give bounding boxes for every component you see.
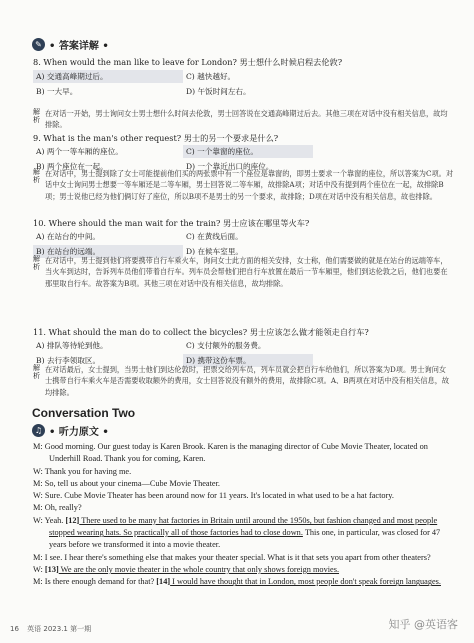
option-c: C) 支付额外的服务费。 bbox=[186, 341, 266, 350]
answer-section-header bbox=[32, 37, 109, 52]
transcript-text: Is there enough demand for that? bbox=[44, 577, 157, 587]
option-c: C) 一个靠窗的座位。 bbox=[183, 145, 313, 158]
transcript-section-header bbox=[32, 423, 109, 438]
question-10: 10. Where should the man wait for the train? 男士应该在哪里等火车? bbox=[33, 218, 310, 228]
page-number: 16 bbox=[10, 625, 19, 633]
option-c: C) 在黄线后面。 bbox=[186, 232, 243, 241]
question-marker: [14] bbox=[156, 577, 171, 587]
option-a: A) 交通高峰期过后。 bbox=[33, 70, 183, 83]
headphones-icon: ♫ bbox=[32, 424, 45, 437]
speaker-label: W: bbox=[33, 564, 45, 574]
section-title: • 答案详解 • bbox=[49, 41, 109, 52]
transcript-line bbox=[33, 576, 449, 588]
transcript-text: Yeah. bbox=[44, 515, 66, 525]
transcript-line bbox=[33, 441, 449, 466]
explanation-text: 在对话中，男士提到除了女士可能提前他们买的两张票中有一个座位是靠窗的，即男士要求一个靠窗的座位，所以答案为C项。对话中女士询问男士想要一等车厢还是二等车厢，男士回答说二等车厢，故排除A项；对话中没有提到两个座位在一起，故排除B项；男士说他已经为他们俩订好了座位，所以B项不是男士的另一个要求，故排除；D项在对话中没有相关信息，故也排除。 bbox=[45, 169, 454, 201]
conversation-title: Conversation Two bbox=[32, 406, 136, 420]
explanation-label: 解析 bbox=[33, 364, 40, 380]
explanation-text: 在对话中，男士提到他们将要携带自行车乘火车，询问女士此方面的相关安排，女士称，他们需要做的就是在站台的远端等车，当火车到达时，告诉列车员他们带着自行车。列车员会帮他们把自行车放置在最后一节车厢里，他们到达伦敦之后，他们也要在那里取自行车。故答案为B项。其他三项在对话中没有相关信息，故均排除。 bbox=[45, 256, 448, 288]
transcript bbox=[33, 441, 449, 589]
explanation-text: 在对话一开始，男士询问女士男士想什么时间去伦敦，男士回答说在交通高峰期过后去。其他三项在对话中没有相关信息，故均排除。 bbox=[45, 109, 448, 130]
question-11: 11. What should the man do to collect the bicycles? 男士应该怎么做才能领走自行车? bbox=[33, 327, 369, 337]
speaker-label: W: bbox=[33, 491, 45, 501]
option-b: B) 去行李领取区。 bbox=[36, 356, 101, 365]
option-a: A) 两个一等车厢的座位。 bbox=[36, 147, 123, 156]
transcript-text: Good morning. Our guest today is Karen Brook. Karen is the managing director of Cube Movie Theater, located on Underhill Road. Thank you for coming, Karen. bbox=[44, 442, 428, 464]
explanation-text: 在对话最后，女士提到，当男士他们到达伦敦时，把票交给列车员，列车员就会把自行车给他们，所以答案为D项。男士询问女士携带自行车乘火车是否需要收取额外的费用，女士回答说没有额外的费用，故排除C项。A、B两项在对话中没有相关信息，故均排除。 bbox=[45, 365, 450, 397]
watermark: 知乎 @英语客 bbox=[388, 618, 458, 631]
options-10 bbox=[33, 230, 313, 258]
transcript-line bbox=[33, 502, 449, 514]
option-a: A) 在站台的中间。 bbox=[36, 232, 101, 241]
transcript-text: I see. I hear there's something else that makes your theater special. What is it that sets you apart from other theaters? bbox=[44, 552, 431, 562]
option-d: D) 一个靠近出口的座位。 bbox=[186, 162, 274, 171]
transcript-text: We are the only movie theater in the whole country that only shows foreign movies. bbox=[58, 564, 340, 574]
transcript-line bbox=[33, 564, 449, 576]
transcript-text: I would have thought that in London, most people don't speak foreign languages. bbox=[170, 577, 441, 587]
explanation-8 bbox=[33, 108, 453, 132]
transcript-text: Thank you for having me. bbox=[44, 466, 132, 476]
transcript-text: There used to be many hat factories in Britain until around the 1950s, but fashion changed and most people stopped wearing hats. So practically all of those factories had to close down. bbox=[49, 515, 438, 538]
speaker-label: M: bbox=[33, 478, 45, 488]
transcript-line bbox=[33, 466, 449, 478]
speaker-label: M: bbox=[33, 552, 45, 562]
explanation-9 bbox=[33, 168, 453, 216]
transcript-line bbox=[33, 552, 449, 564]
option-d: D) 携带这份车票。 bbox=[183, 354, 313, 367]
explanation-label: 解析 bbox=[33, 255, 40, 271]
transcript-text: Oh, really? bbox=[44, 503, 82, 513]
question-marker: [12] bbox=[65, 515, 80, 525]
speaker-label: M: bbox=[33, 442, 45, 451]
option-d: D) 午饭时间左右。 bbox=[186, 87, 251, 96]
question-8: 8. When would the man like to leave for London? 男士想什么时候启程去伦敦? bbox=[33, 57, 343, 67]
option-c: C) 越快越好。 bbox=[186, 72, 236, 81]
option-b: B) 两个座位在一起。 bbox=[36, 162, 108, 171]
question-marker: [13] bbox=[44, 564, 59, 574]
explanation-label: 解析 bbox=[33, 168, 40, 184]
transcript-text: This one, in particular, was closed for 47 years before we transformed it into a movie theater. bbox=[49, 528, 441, 550]
speaker-label: W: bbox=[33, 466, 45, 476]
transcript-line bbox=[33, 478, 449, 490]
book-icon: ✎ bbox=[32, 38, 45, 51]
question-9: 9. What is the man's other request? 男士的另一个要求是什么? bbox=[33, 133, 279, 143]
explanation-10 bbox=[33, 255, 453, 303]
transcript-text: So, tell us about your cinema—Cube Movie Theater. bbox=[44, 478, 220, 488]
speaker-label: M: bbox=[33, 577, 45, 587]
transcript-text: Sure. Cube Movie Theater has been around now for 11 years. It's located in what used to be a hat factory. bbox=[44, 491, 394, 501]
section-title: • 听力原文 • bbox=[49, 427, 109, 438]
page-footer bbox=[10, 624, 91, 634]
option-a: A) 排队等待轮到他。 bbox=[36, 341, 108, 350]
option-b: B) 在站台的远端。 bbox=[33, 245, 183, 258]
explanation-11 bbox=[33, 364, 453, 400]
magazine-name: 英语 2023.1 第一期 bbox=[27, 625, 92, 633]
option-d: D) 在候车室里。 bbox=[186, 247, 244, 256]
option-b: B) 一大早。 bbox=[36, 87, 78, 96]
transcript-line bbox=[33, 490, 449, 502]
speaker-label: M: bbox=[33, 503, 45, 513]
options-8 bbox=[33, 70, 313, 98]
speaker-label: W: bbox=[33, 515, 45, 525]
options-11 bbox=[33, 339, 313, 367]
explanation-label: 解析 bbox=[33, 108, 40, 124]
transcript-line bbox=[33, 515, 449, 552]
